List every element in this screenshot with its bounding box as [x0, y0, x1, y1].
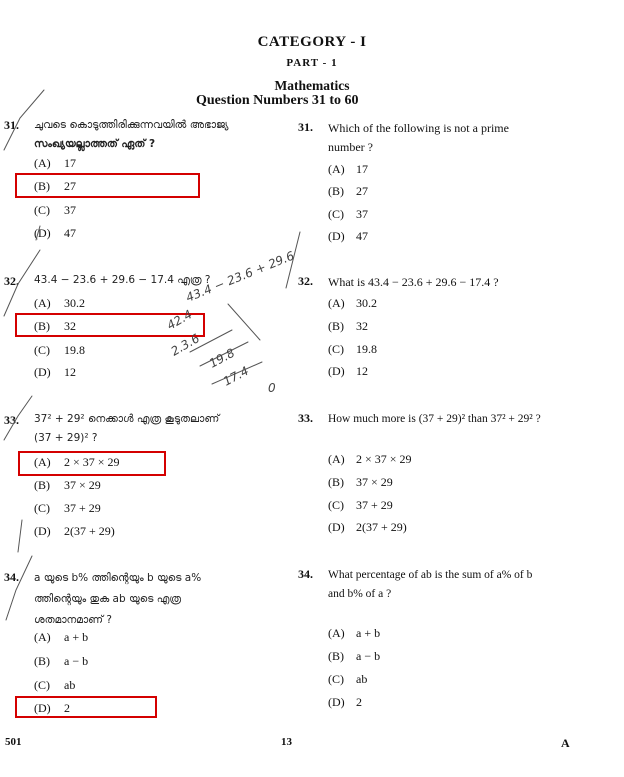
option-d: (D) 47 [34, 226, 76, 240]
handwritten-note: 42.4 [164, 307, 195, 333]
option-a: (A) 17 [34, 156, 76, 170]
question-text-line: ചുവടെ കൊടുത്തിരിക്കുന്നവയിൽ അഭാജ്യ [34, 119, 229, 131]
question-text-line: How much more is (37 + 29)² than 37² + 29² ? [328, 413, 541, 425]
question-text-ml [34, 410, 294, 448]
page-number: 13 [281, 736, 292, 748]
option-c: (C) 37 [34, 203, 76, 217]
question-text-ml [34, 116, 284, 154]
question-text-line: 43.4 − 23.6 + 29.6 − 17.4 എത്ര ? [34, 274, 211, 286]
part-heading: PART - 1 [286, 57, 338, 69]
question-text-line: ശതമാനമാണ് ? [34, 614, 112, 626]
option-a: (A) 2 × 37 × 29 [34, 455, 120, 469]
option-c: (C) 37 [328, 207, 368, 221]
option-b: (B) a − b [328, 649, 381, 663]
question-text-en [328, 566, 608, 604]
handwritten-note: 43.4 − 23.6 + 29.6 [183, 248, 297, 305]
option-b: (B) 32 [328, 319, 368, 333]
question-number: 33. [4, 413, 19, 427]
question-text-en [328, 273, 598, 292]
question-text-line: What is 43.4 − 23.6 + 29.6 − 17.4 ? [328, 275, 499, 289]
option-d: (D) 12 [328, 364, 368, 378]
option-a: (A) 17 [328, 162, 368, 176]
working-line [212, 362, 262, 384]
tick-mark [6, 556, 32, 620]
question-text-line: ത്തിന്റെയും തുക ab യുടെ എത്ര [34, 593, 182, 605]
handwritten-note: 19.8 [206, 345, 237, 371]
question-text-ml [34, 271, 284, 290]
question-number: 32. [4, 274, 19, 288]
option-c: (C) ab [34, 678, 76, 692]
answer-highlight-box [15, 313, 205, 337]
option-c: (C) ab [328, 672, 368, 686]
handwritten-note: 0 [268, 381, 276, 395]
question-text-line: (37 + 29)² ? [34, 432, 98, 444]
handwritten-note: 17.4 [220, 363, 251, 389]
working-line [228, 304, 260, 340]
option-d: (D) 2 [34, 701, 70, 715]
option-a: (A) 30.2 [34, 296, 85, 310]
question-text-en [328, 119, 598, 157]
question-text-line: സംഖ്യയല്ലാത്തത് ഏത് ? [34, 138, 156, 150]
option-c: (C) 19.8 [328, 342, 377, 356]
option-b: (B) 37 × 29 [328, 475, 393, 489]
question-text-en [328, 410, 618, 429]
option-b: (B) a − b [34, 654, 89, 668]
option-b: (B) 32 [34, 319, 76, 333]
tick-mark [18, 520, 22, 552]
option-c: (C) 37 + 29 [34, 501, 101, 515]
booklet-series: A [561, 736, 570, 750]
option-c: (C) 37 + 29 [328, 498, 393, 512]
working-line [200, 342, 248, 366]
answer-highlight-box [15, 173, 200, 198]
footer-code: 501 [5, 736, 22, 748]
question-number: 34. [298, 567, 313, 581]
option-b: (B) 27 [34, 179, 76, 193]
handwritten-note: 2.3.6 [168, 331, 202, 359]
question-text-line: What percentage of ab is the sum of a% of b [328, 569, 533, 581]
option-c: (C) 19.8 [34, 343, 85, 357]
option-a: (A) a + b [328, 626, 381, 640]
question-number: 34. [4, 570, 19, 584]
option-d: (D) 2 [328, 695, 362, 709]
option-d: (D) 2(37 + 29) [328, 520, 407, 534]
option-b: (B) 37 × 29 [34, 478, 101, 492]
question-text-ml [34, 568, 284, 631]
question-number: 31. [4, 118, 19, 132]
question-number: 31. [298, 120, 313, 134]
question-text-line: a യുടെ b% ത്തിന്റെയും b യുടെ a% [34, 572, 202, 584]
option-b: (B) 27 [328, 184, 368, 198]
subject-heading: Mathematics [274, 78, 350, 93]
question-number: 33. [298, 411, 313, 425]
question-text-line: and b% of a ? [328, 588, 392, 600]
option-d: (D) 12 [34, 365, 76, 379]
option-d: (D) 2(37 + 29) [34, 524, 115, 538]
answer-highlight-box [15, 696, 157, 718]
answer-highlight-box [18, 451, 166, 476]
option-a: (A) a + b [34, 630, 89, 644]
option-a: (A) 2 × 37 × 29 [328, 452, 412, 466]
category-heading: CATEGORY - I [257, 34, 367, 50]
option-a: (A) 30.2 [328, 296, 377, 310]
question-text-line: Which of the following is not a prime [328, 121, 509, 135]
question-text-line: 37² + 29² നെക്കാൾ എത്ര കൂടുതലാണ് [34, 413, 220, 425]
option-d: (D) 47 [328, 229, 368, 243]
question-number: 32. [298, 274, 313, 288]
question-range-heading: Question Numbers 31 to 60 [196, 93, 359, 108]
question-text-line: number ? [328, 140, 373, 154]
